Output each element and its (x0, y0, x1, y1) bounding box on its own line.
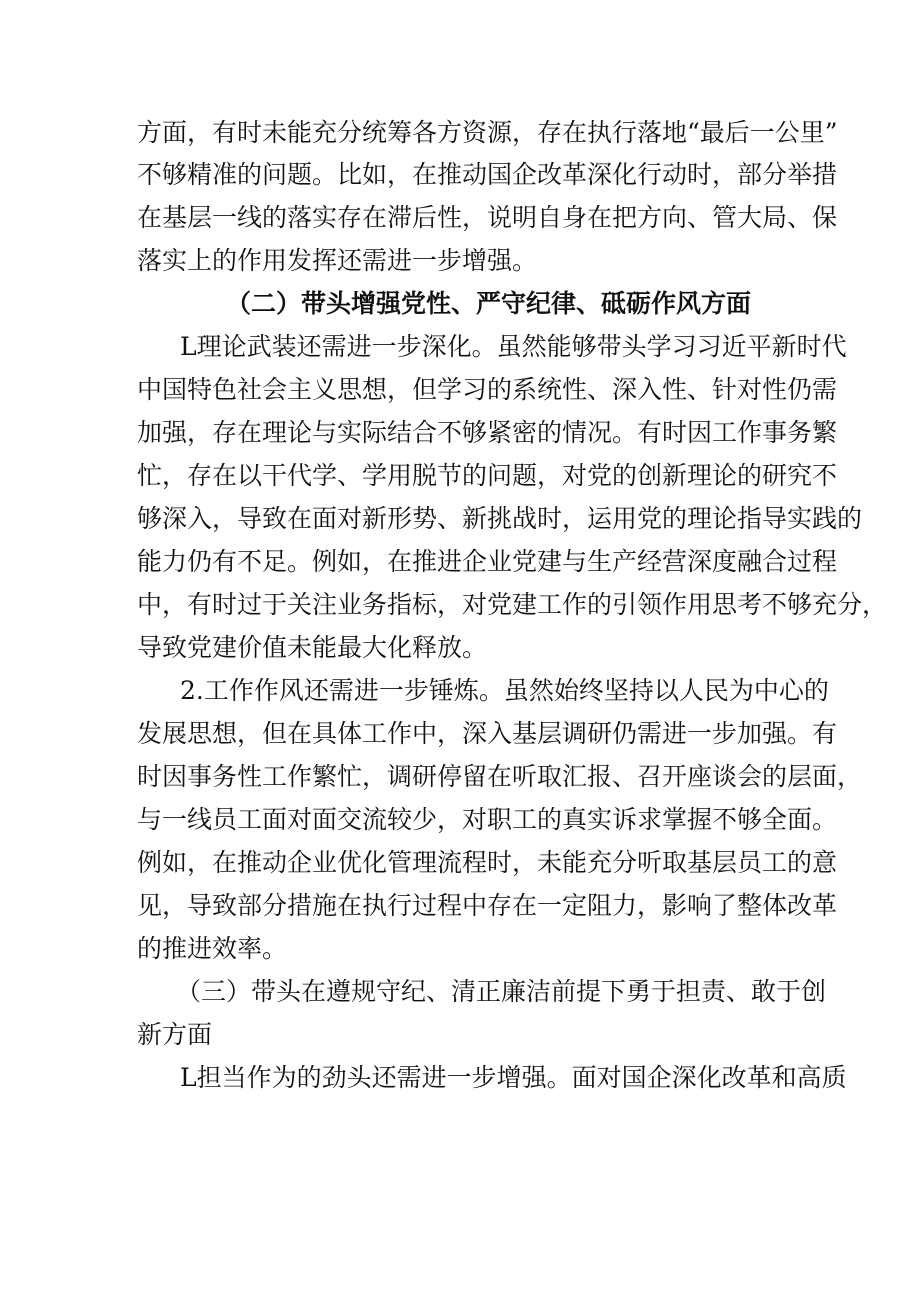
text-line: 导致党建价值未能最大化释放。 (137, 633, 488, 662)
text-line: 能力仍有不足。例如，在推进企业党建与生产经营深度融合过程 (137, 547, 838, 576)
text-line: 够深入，导致在面对新形势、新挑战时，运用党的理论指导实践的 (137, 504, 863, 533)
text-line: 在基层一线的落实存在滞后性，说明自身在把方向、管大局、保 (137, 203, 838, 232)
text-line: 中，有时过于关注业务指标，对党建工作的引领作用思考不够充分， (137, 590, 888, 619)
text-line: 例如，在推动企业优化管理流程时，未能充分听取基层员工的意 (137, 848, 838, 877)
text-line: L理论武装还需进一步深化。虽然能够带头学习习近平新时代 (180, 332, 847, 361)
text-line: 见，导致部分措施在执行过程中存在一定阻力，影响了整体改革 (137, 891, 838, 920)
section-heading-3: （三）带头在遵规守纪、清正廉洁前提下勇于担责、敢于创 (176, 977, 827, 1006)
text-line: 的推进效率。 (137, 934, 288, 963)
text-line: 与一线员工面对面交流较少，对职工的真实诉求掌握不够全面。 (137, 805, 838, 834)
section-heading-3-cont: 新方面 (137, 1020, 213, 1049)
text-line: 时因事务性工作繁忙，调研停留在听取汇报、召开座谈会的层面， (137, 762, 863, 791)
text-line: 发展思想，但在具体工作中，深入基层调研仍需进一步加强。有 (137, 719, 838, 748)
text-line: 加强，存在理论与实际结合不够紧密的情况。有时因工作事务繁 (137, 418, 838, 447)
text-line: 忙，存在以干代学、学用脱节的问题，对党的创新理论的研究不 (137, 461, 838, 490)
text-line: 不够精准的问题。比如，在推动国企改革深化行动时，部分举措 (137, 160, 838, 189)
text-line: 2.工作作风还需进一步锤炼。虽然始终坚持以人民为中心的 (180, 676, 829, 705)
section-heading-2: （二）带头增强党性、严守纪律、砥砺作风方面 (226, 289, 752, 318)
text-line: 落实上的作用发挥还需进一步增强。 (137, 246, 538, 275)
text-line: L担当作为的劲头还需进一步增强。面对国企深化改革和高质 (180, 1063, 847, 1092)
text-line: 中国特色社会主义思想，但学习的系统性、深入性、针对性仍需 (137, 375, 838, 404)
text-line: 方面，有时未能充分统筹各方资源，存在执行落地“最后一公里” (137, 118, 838, 147)
